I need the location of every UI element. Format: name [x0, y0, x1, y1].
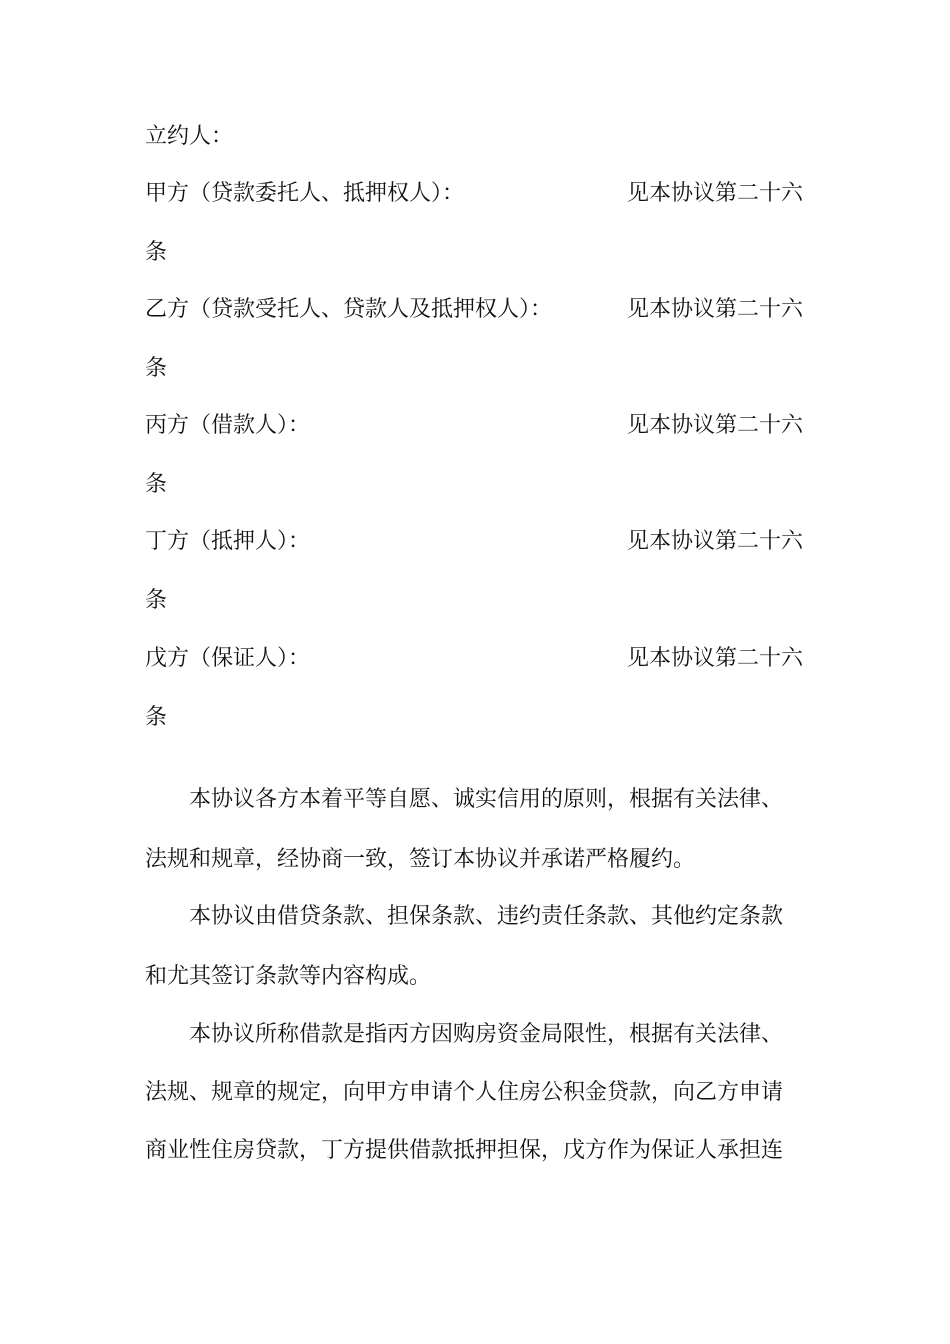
party-e-reference: 见本协议第二十六 — [627, 646, 804, 671]
party-d-reference: 见本协议第二十六 — [627, 529, 804, 554]
party-e-label: 戊方（保证人）： — [145, 646, 311, 671]
paragraph-principles-line-1: 本协议各方本着平等自愿、诚实信用的原则，根据有关法律、 — [189, 787, 784, 812]
signatories-heading: 立约人： — [145, 124, 234, 149]
paragraph-loan-definition-line-1: 本协议所称借款是指丙方因购房资金局限性，根据有关法律、 — [189, 1022, 784, 1047]
party-a-label: 甲方（贷款委托人、抵押权人）： — [145, 181, 465, 206]
paragraph-loan-definition-line-2: 法规、规章的规定，向甲方申请个人住房公积金贷款，向乙方申请 — [145, 1080, 784, 1105]
party-a-reference-wrap: 条 — [145, 240, 168, 265]
party-c-reference: 见本协议第二十六 — [627, 413, 804, 438]
paragraph-composition-line-2: 和尤其签订条款等内容构成。 — [145, 964, 432, 989]
party-d-label: 丁方（抵押人）： — [145, 529, 311, 554]
party-c-reference-wrap: 条 — [145, 472, 168, 497]
party-b-reference-wrap: 条 — [145, 356, 168, 381]
party-d-reference-wrap: 条 — [145, 588, 168, 613]
paragraph-principles-line-2: 法规和规章，经协商一致，签订本协议并承诺严格履约。 — [145, 847, 696, 872]
party-b-label: 乙方（贷款受托人、贷款人及抵押权人）： — [145, 297, 553, 322]
party-e-reference-wrap: 条 — [145, 705, 168, 730]
party-a-reference: 见本协议第二十六 — [627, 181, 804, 206]
party-c-label: 丙方（借款人）： — [145, 413, 311, 438]
paragraph-loan-definition-line-3: 商业性住房贷款，丁方提供借款抵押担保，戊方作为保证人承担连 — [145, 1138, 784, 1163]
paragraph-composition-line-1: 本协议由借贷条款、担保条款、违约责任条款、其他约定条款 — [189, 904, 784, 929]
party-b-reference: 见本协议第二十六 — [627, 297, 804, 322]
